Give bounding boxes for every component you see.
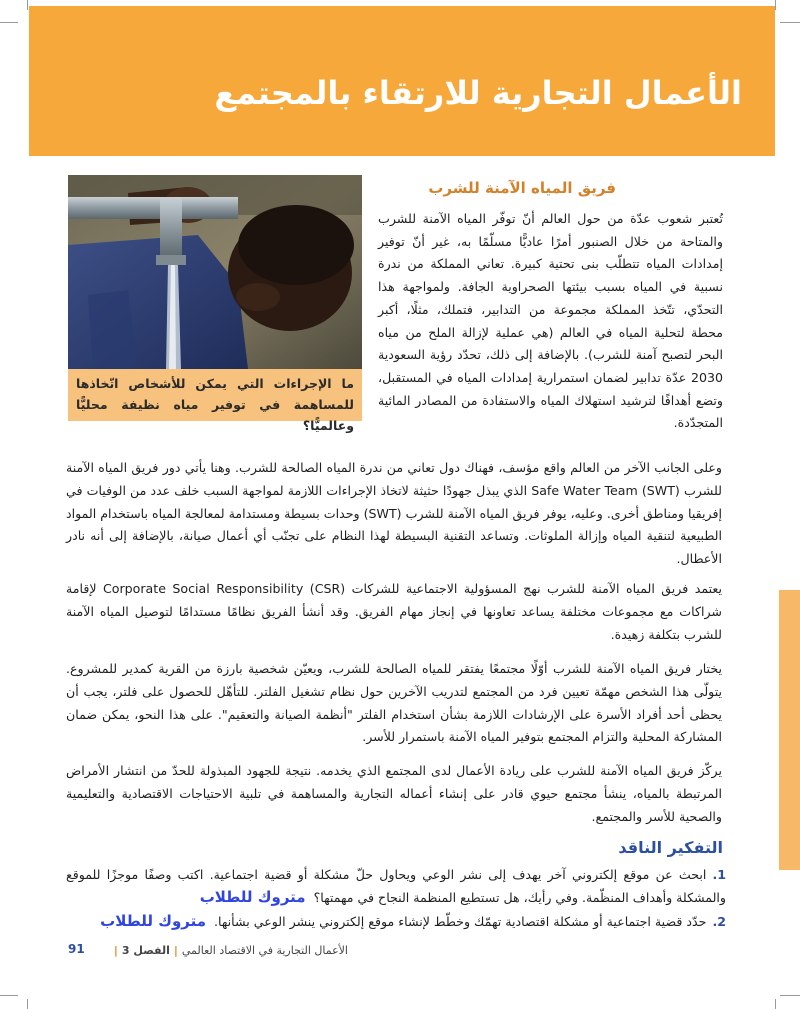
footer-separator: | xyxy=(173,944,178,957)
page-footer xyxy=(110,944,348,957)
question-item xyxy=(66,864,726,909)
trim-mark xyxy=(780,995,800,996)
trim-mark xyxy=(0,22,18,23)
question-text: ابحث عن موقع إلكتروني آخر يهدف إلى نشر الوعي ويحاول حلّ مشكلة أو قضية اجتماعية. اكتب وصفًا موجزًا للموقع والمشكلة وأهداف المنظّمة. وفي رأيك، هل تستطيع المنظمة النجاح في مهمتها؟ xyxy=(66,867,726,905)
answer-note: متروك للطلاب xyxy=(199,888,306,906)
book-title: الأعمال التجارية في الاقتصاد العالمي xyxy=(181,944,348,957)
page-title: الأعمال التجارية للارتقاء بالمجتمع xyxy=(214,74,742,112)
trim-mark xyxy=(0,995,18,996)
body-paragraph: يختار فريق المياه الآمنة للشرب أوّلًا مجتمعًا يفتقر للمياه الصالحة للشرب، ويعيّن شخصية بارزة من القرية كمدير للمشروع. يتولّى هذا الشخص مهمّة تعيين فرد من المجتمع لتدريب الآخرين حول نظام تشغيل الفلتر. للتأهّل للحصول على فلتر، يجب أن يحظى أحد أفراد الأسرة على الإرشادات اللازمة بشأن استخدام الفلتر "أنظمة الصيانة والتعقيم". على هذا النحو، يمكن ضمان المشاركة المحلية والتزام المجتمع بتوفير المياه الآمنة باستمرار للأسر. xyxy=(66,661,722,745)
body-paragraph: وعلى الجانب الآخر من العالم واقع مؤسف، فهناك دول تعاني من ندرة المياه الصالحة للشرب. وهنا يأتي دور فريق المياه الآمنة للشرب Safe Water Team (SWT) الذي يبذل جهودًا حثيثة لاتخاذ الإجراءات اللازمة لمواجهة السبب خلف عدد من الوفيات في إفريقيا ومناطق أخرى. وعليه، يوفر فريق المياه الآمنة للشرب (SWT) وحدات بسيطة ومستدامة لمعالجة المياه باستخدام المواد الطبيعية لتنقية المياه وإزالة الملوثات. وتساعد التقنية البسيطة لهذا النظام على تجنّب أي أعمال صيانة، بالإضافة إلى أنه نادر الأعطال. xyxy=(66,460,722,567)
answer-note: متروك للطلاب xyxy=(100,912,207,930)
photo-illustration xyxy=(68,175,362,369)
child-drinking-water-photo xyxy=(68,175,362,369)
trim-mark xyxy=(780,22,800,23)
photo-caption: ما الإجراءات التي يمكن للأشخاص اتّخاذها للمساهمة في توفير مياه نظيفة محليًّا وعالميًّا؟ xyxy=(68,369,362,421)
page-number: 91 xyxy=(68,942,85,956)
chapter-label: الفصل 3 xyxy=(121,944,170,957)
critical-thinking-heading: التفكير الناقد xyxy=(618,838,723,857)
section-heading: فريق المياه الآمنة للشرب xyxy=(428,179,616,197)
trim-mark xyxy=(27,999,28,1009)
chapter-side-tab xyxy=(779,590,800,870)
intro-paragraph: تُعتبر شعوب عدّة من حول العالم أنّ توفّر المياه الآمنة للشرب والمتاحة من خلال الصنبور أمرًا عاديًّا مسلّمًا به، غير أنّ توفير إمدادات المياه تتطلّب بنى تحتية كبيرة. تعاني المملكة من ندرة نسبية في المياه بسبب بيئتها الصحراوية الجافة. ولمواجهة هذا التحدّي، تتّخذ المملكة مجموعة من التدابير، فتملك، مثلًا، أكبر محطة لتحلية المياه في العالم (هي عملية لإزالة الملح من مياه البحر لتصبح آمنة للشرب). بالإضافة إلى ذلك، تحدّد رؤية السعودية 2030 عدّة تدابير لضمان استمرارية إمدادات المياه في المستقبل، وتضع أهدافًا لترشيد استهلاك المياه والاستفادة من المصادر المائية المتجدّدة. xyxy=(378,211,723,431)
footer-separator: | xyxy=(113,944,118,957)
body-paragraph: يعتمد فريق المياه الآمنة للشرب نهج المسؤولية الاجتماعية للشركات Corporate Social Responsibility (CSR) لإقامة شراكات مع مجموعات مختلفة يساعد تعاونها في إنجاز مهام الفريق. وقد أنشأ الفريق نظامًا مستدامًا لتوصيل المياه الآمنة للشرب بتكلفة زهيدة. xyxy=(66,581,722,642)
body-paragraph: يركّز فريق المياه الآمنة للشرب على ريادة الأعمال لدى المجتمع الذي يخدمه. نتيجة للجهود المبذولة للحدّ من انتشار الأمراض المرتبطة بالمياه، ينشأ مجتمع حيوي قادر على إنشاء أعماله التجارية والمساهمة في تلبية الاحتياجات الاقتصادية والتعليمية والصحية للأسر والمجتمع. xyxy=(66,763,722,824)
question-number: 2. xyxy=(712,914,726,929)
trim-mark xyxy=(775,0,776,10)
trim-mark xyxy=(27,0,28,10)
question-item xyxy=(66,910,726,933)
question-number: 1. xyxy=(712,867,726,882)
trim-mark xyxy=(775,999,776,1009)
question-text: حدّد قضية اجتماعية أو مشكلة اقتصادية تهمّك وخطّط لإنشاء موقع إلكتروني ينشر الوعي بشأنها. xyxy=(214,914,707,929)
